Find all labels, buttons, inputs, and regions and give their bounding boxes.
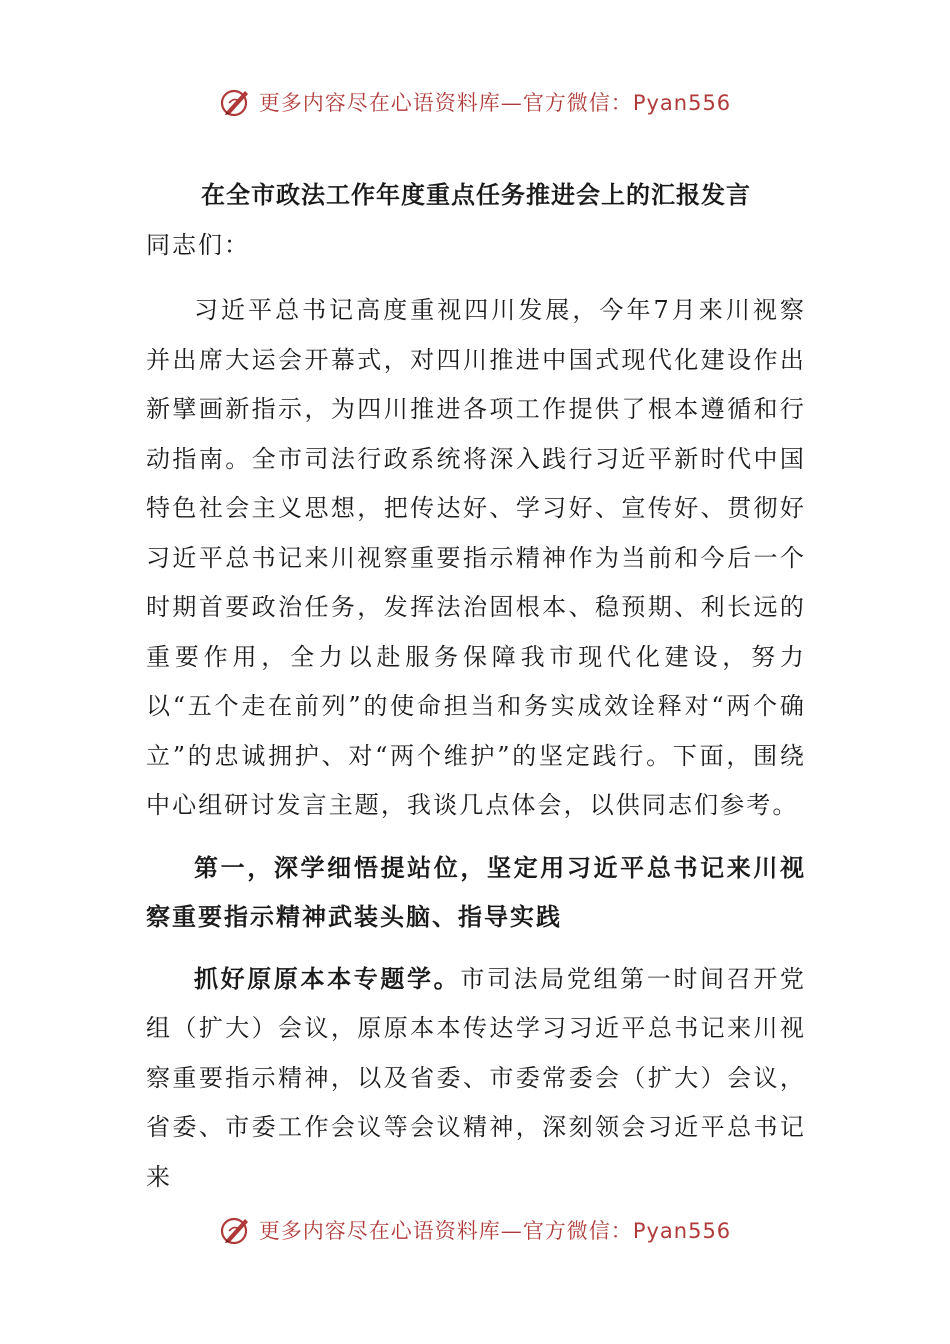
watermark-main: 更多内容尽在心语资料库— <box>258 1219 523 1243</box>
paragraph-study-body: 市司法局党组第一时间召开党组（扩大）会议，原原本本传达学习习近平总书记来川视察重要指示精神，以及省委、市委常委会（扩大）会议，省委、市委工作会议等会议精神，深刻领会习近平总书记来 <box>146 964 806 1191</box>
watermark-main: 更多内容尽在心语资料库— <box>258 91 523 115</box>
watermark-banner-top <box>0 82 950 122</box>
watermark-wechat-label: 官方微信： <box>522 1219 633 1243</box>
pen-logo-icon <box>219 85 253 119</box>
document-title: 在全市政法工作年度重点任务推进会上的汇报发言 <box>201 180 751 209</box>
watermark-wechat-id: Pyan556 <box>632 91 732 115</box>
section-heading-1: 第一，深学细悟提站位，坚定用习近平总书记来川视察重要指示精神武装头脑、指导实践 <box>146 852 806 931</box>
watermark-text <box>259 87 731 117</box>
pen-logo-icon <box>219 1213 253 1247</box>
paragraph-intro: 习近平总书记高度重视四川发展，今年7月来川视察并出席大运会开幕式，对四川推进中国式现代化建设作出新擘画新指示，为四川推进各项工作提供了根本遵循和行动指南。全市司法行政系统将深入践行习近平新时代中国特色社会主义思想，把传达好、学习好、宣传好、贯彻好习近平总书记来川视察重要指示精神作为当前和今后一个时期首要政治任务，发挥法治固根本、稳预期、利长远的重要作用，全力以赴服务保障我市现代化建设，努力以“五个走在前列”的使命担当和务实成效诠释对“两个确立”的忠诚拥护、对“两个维护”的坚定践行。下面，围绕中心组研讨发言主题，我谈几点体会，以供同志们参考。 <box>146 296 806 819</box>
paragraph-study-lead: 抓好原原本本专题学。 <box>194 963 461 993</box>
watermark-text <box>259 1215 731 1245</box>
watermark-banner-bottom <box>0 1210 950 1250</box>
greeting: 同志们： <box>146 231 250 259</box>
watermark-wechat-id: Pyan556 <box>632 1219 732 1243</box>
watermark-wechat-label: 官方微信： <box>522 91 633 115</box>
document-body <box>146 170 806 1214</box>
paragraph-study <box>146 954 806 1203</box>
